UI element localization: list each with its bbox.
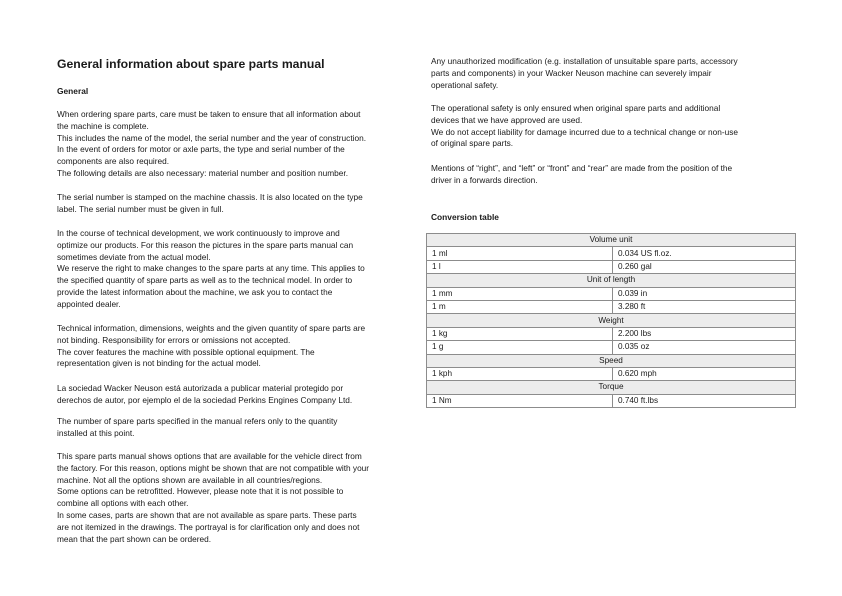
paragraph-technical-development: In the course of technical development, we work continuously to improve and optimize our products. For this reason the pictures in the spare parts manual can sometimes deviate from the actual model. We reserve the right to make changes to the spare parts at any time. This applies to the specified quantity of spare parts as well as to the technical model. In order to provide the latest information about the machine, we ask you to contact the appointed dealer. (57, 228, 365, 309)
unit-cell: 1 g (427, 341, 613, 354)
table-row (427, 247, 796, 260)
category-row (427, 274, 796, 287)
value-cell: 3.280 ft (613, 300, 796, 313)
table-row (427, 260, 796, 273)
value-cell: 0.620 mph (613, 367, 796, 380)
paragraph-technical-information: Technical information, dimensions, weights and the given quantity of spare parts are not binding. Responsibility for errors or omissions not accepted. The cover features the machine with possible optional equipment. The representation given is not binding for the actual model. (57, 323, 366, 369)
category-torque: Torque (427, 381, 796, 394)
value-cell: 0.034 US fl.oz. (613, 247, 796, 260)
value-cell: 0.260 gal (613, 260, 796, 273)
paragraph-copyright: La sociedad Wacker Neuson está autorizada a publicar material protegido por derechos de autor, por ejemplo el de la sociedad Perkins Engines Company Ltd. (57, 383, 353, 405)
paragraph-options: This spare parts manual shows options that are available for the vehicle direct from the factory. For this reason, options might be shown that are not compatible with your machine. Not all the options shown are available in all countries/regions. Some options can be retrofitted. However, please note that it is not possible to combine all options with each other. In some cases, parts are shown that are not available as spare parts. These parts are not itemized in the drawings. The portrayal is for clarification only and does not mean that the part shown can be ordered. (57, 451, 370, 544)
paragraph-directions: Mentions of “right”, and “left” or “front” and “rear” are made from the position of the driver in a forwards direction. (431, 163, 733, 185)
paragraph-ordering: When ordering spare parts, care must be taken to ensure that all information about the machine is complete. This includes the name of the model, the serial number and the year of construction. In the event of orders for motor or axle parts, the type and serial number of the components are also required. The following details are also necessary: material number and position number. (57, 109, 366, 178)
category-row (427, 381, 796, 394)
unit-cell: 1 m (427, 300, 613, 313)
unit-cell: 1 mm (427, 287, 613, 300)
general-heading: General (57, 86, 89, 96)
table-row (427, 287, 796, 300)
category-row (427, 314, 796, 327)
category-speed: Speed (427, 354, 796, 367)
unit-cell: 1 Nm (427, 394, 613, 407)
page-title: General information about spare parts manual (57, 57, 325, 71)
unit-cell: 1 l (427, 260, 613, 273)
table-row (427, 341, 796, 354)
table-row (427, 367, 796, 380)
value-cell: 0.039 in (613, 287, 796, 300)
unit-cell: 1 kph (427, 367, 613, 380)
value-cell: 2.200 lbs (613, 327, 796, 340)
value-cell: 0.740 ft.lbs (613, 394, 796, 407)
unit-cell: 1 ml (427, 247, 613, 260)
conversion-heading: Conversion table (431, 212, 499, 222)
category-row (427, 354, 796, 367)
category-row (427, 234, 796, 247)
paragraph-serial-number: The serial number is stamped on the machine chassis. It is also located on the type label. The serial number must be given in full. (57, 192, 363, 214)
paragraph-modification: Any unauthorized modification (e.g. installation of unsuitable spare parts, accessory parts and components) in your Wacker Neuson machine can severely impair operational safety. (431, 56, 738, 90)
paragraph-quantity: The number of spare parts specified in the manual refers only to the quantity installed at this point. (57, 416, 338, 438)
paragraph-operational-safety: The operational safety is only ensured when original spare parts and additional devices that we have approved are used. We do not accept liability for damage incurred due to a technical change or non-use of original spare parts. (431, 103, 739, 149)
category-volume: Volume unit (427, 234, 796, 247)
value-cell: 0.035 oz (613, 341, 796, 354)
category-length: Unit of length (427, 274, 796, 287)
category-weight: Weight (427, 314, 796, 327)
table-row (427, 300, 796, 313)
table-row (427, 327, 796, 340)
conversion-table (426, 233, 796, 408)
unit-cell: 1 kg (427, 327, 613, 340)
table-row (427, 394, 796, 407)
